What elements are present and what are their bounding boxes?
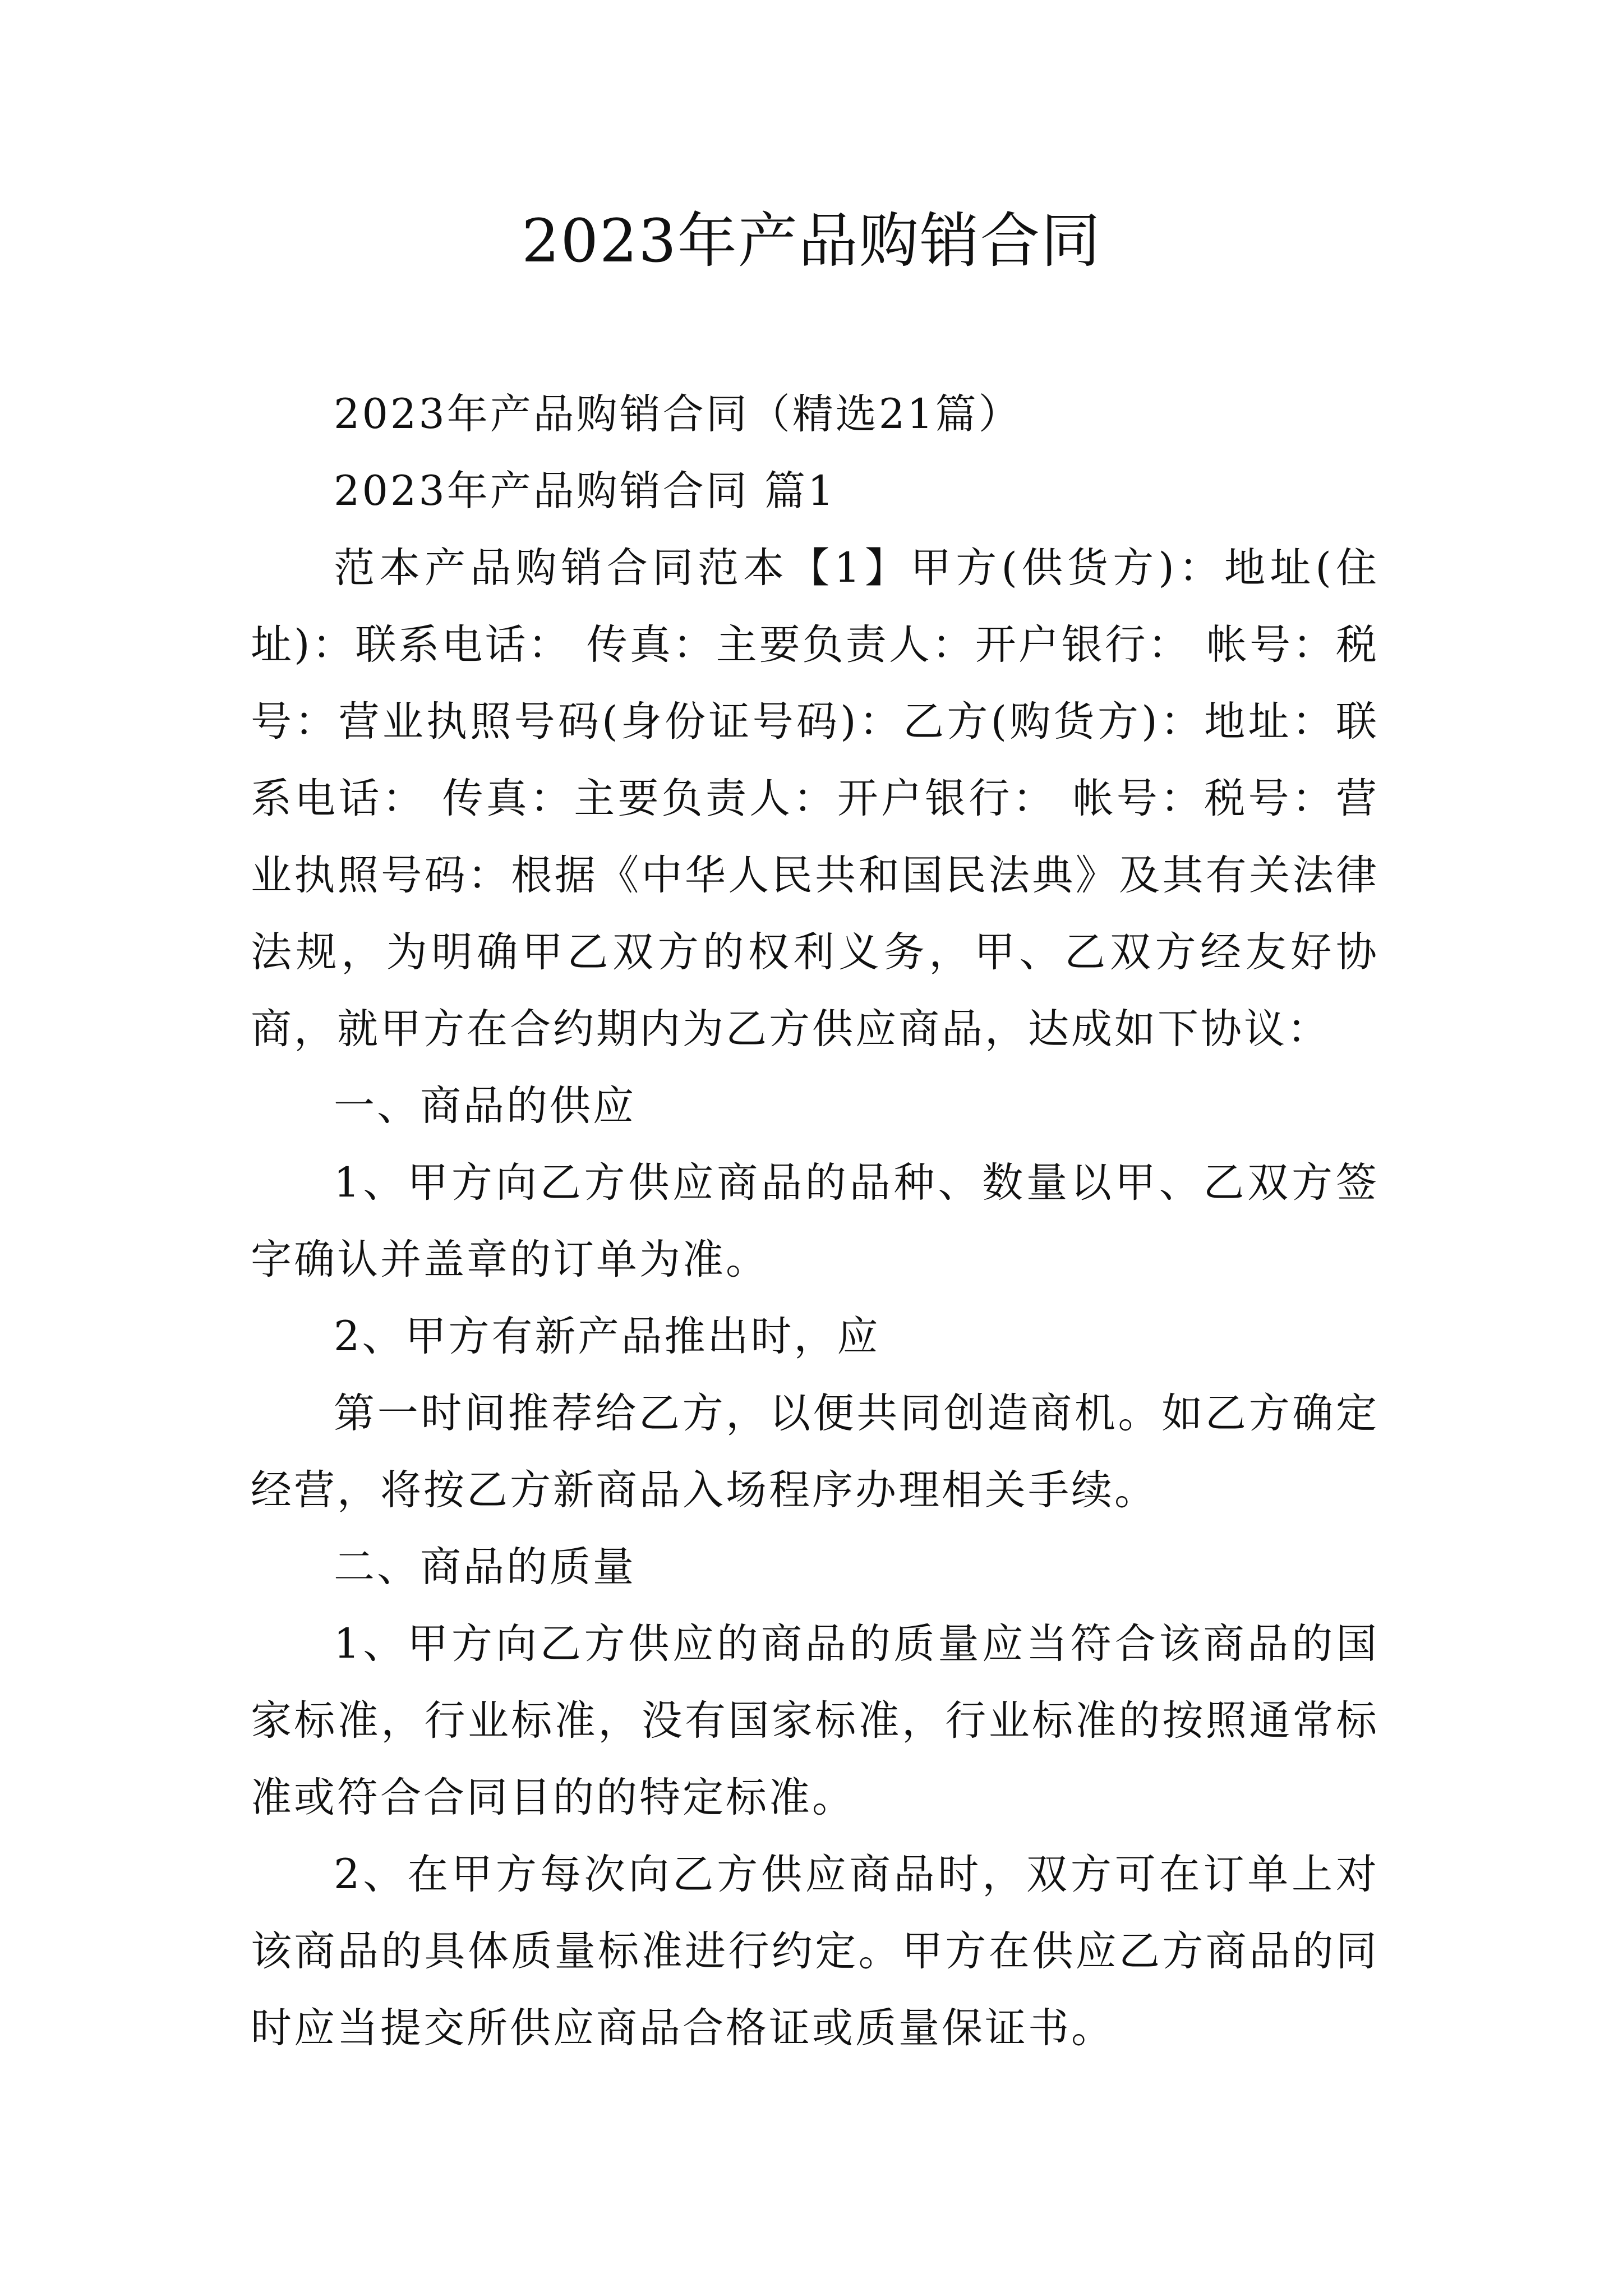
paragraph-subtitle: 2023年产品购销合同（精选21篇） [334, 390, 1022, 438]
paragraph-supply-1: 1、甲方向乙方供应商品的品种、数量以甲、乙双方签字确认并盖章的订单为准。 [251, 1159, 1379, 1283]
document-title: 2023年产品购销合同 [522, 206, 1101, 275]
paragraph-quality-2: 2、在甲方每次向乙方供应商品时，双方可在订单上对该商品的具体质量标准进行约定。甲方在供应乙方商品的同时应当提交所供应商品合格证或质量保证书。 [251, 1851, 1379, 2052]
paragraph-section-heading: 2023年产品购销合同 篇1 [334, 467, 836, 515]
paragraph-quality-1: 1、甲方向乙方供应的商品的质量应当符合该商品的国家标准，行业标准，没有国家标准，行业标准的按照通常标准或符合合同目的的特定标准。 [251, 1620, 1379, 1821]
paragraph-supply-2-cont: 第一时间推荐给乙方，以便共同创造商机。如乙方确定经营，将按乙方新商品入场程序办理相关手续。 [251, 1389, 1379, 1514]
heading-quality: 二、商品的质量 [334, 1543, 636, 1591]
heading-supply: 一、商品的供应 [334, 1082, 636, 1130]
paragraph-parties: 范本产品购销合同范本【1】甲方(供货方)：地址(住址)：联系电话： 传真：主要负责人：开户银行： 帐号：税号：营业执照号码(身份证号码)：乙方(购货方)：地址：联系电话： 传真：主要负责人：开户银行： 帐号：税号：营业执照号码：根据《中华人民共和国民法典》及其有关法律法规，为明确甲乙双方的权利义务，甲、乙双方经友好协商，就甲方在合约期内为乙方供应商品，达成如下协议： [251, 544, 1379, 1053]
document-body [251, 376, 1379, 2067]
paragraph-supply-2: 2、甲方有新产品推出时，应 [334, 1313, 880, 1360]
